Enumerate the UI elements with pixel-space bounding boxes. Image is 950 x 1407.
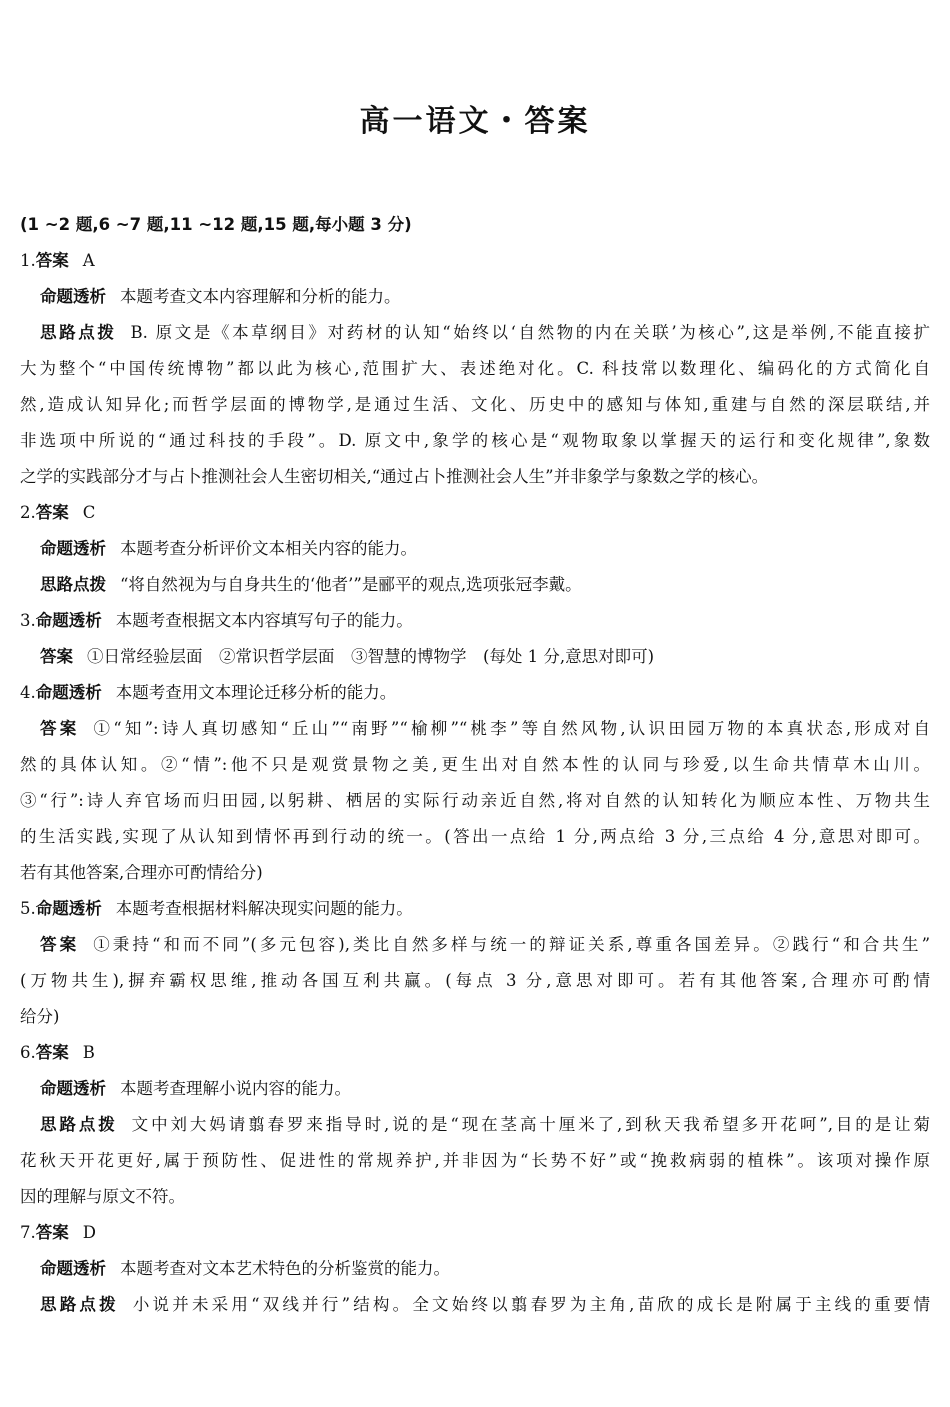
q1-analysis-label: 命题透析 xyxy=(40,287,106,306)
q5-analysis-line xyxy=(20,891,930,927)
q1-analysis-text: 本题考查文本内容理解和分析的能力。 xyxy=(120,287,401,306)
q1-number: 1. xyxy=(20,251,36,270)
q2-answer-value: C xyxy=(82,503,96,522)
q1-hint-text-1: B. 原文是《本草纲目》对药材的认知“始终以‘自然物的内在关联’为核心”,这是举例,不能直接扩 xyxy=(130,323,931,342)
q3-answer-text: ①日常经验层面 ②常识哲学层面 ③智慧的博物学 (每处 1 分,意思对即可) xyxy=(87,647,655,666)
q2-analysis-label: 命题透析 xyxy=(40,539,106,558)
q5-analysis-label: 命题透析 xyxy=(35,899,102,918)
q3-analysis-label: 命题透析 xyxy=(35,611,102,630)
q4-analysis-label: 命题透析 xyxy=(35,683,102,702)
q2-hint-line xyxy=(20,567,930,603)
q5-number: 5. xyxy=(20,899,36,918)
q7-analysis-text: 本题考查对文本艺术特色的分析鉴赏的能力。 xyxy=(120,1259,450,1278)
q1-hint-line-1 xyxy=(20,315,930,351)
q1-hint-line-5: 之学的实践部分才与占卜推测社会人生密切相关,“通过占卜推测社会人生”并非象学与象数之学的核心。 xyxy=(20,467,769,486)
q7-hint-text: 小说并未采用“双线并行”结构。全文始终以翦春罗为主角,苗欣的成长是附属于主线的重要情 xyxy=(132,1295,931,1314)
q7-analysis-line xyxy=(20,1251,930,1287)
q4-analysis-line xyxy=(20,675,930,711)
q6-hint-line-1 xyxy=(20,1107,930,1143)
q1-hint-label: 思路点拨 xyxy=(40,323,117,342)
q6-hint-label: 思路点拨 xyxy=(40,1115,118,1134)
q4-answer-text-1: ①“知”:诗人真切感知“丘山”“南野”“榆柳”“桃李”等自然风物,认识田园万物的本真状态,形成对自 xyxy=(93,719,931,738)
q2-analysis-text: 本题考查分析评价文本相关内容的能力。 xyxy=(120,539,417,558)
q2-hint-label: 思路点拨 xyxy=(40,575,106,594)
q6-analysis-label: 命题透析 xyxy=(40,1079,106,1098)
q4-analysis-text: 本题考查用文本理论迁移分析的能力。 xyxy=(115,683,397,702)
page-bottom-cutoff xyxy=(0,1335,950,1407)
q4-answer-label: 答案 xyxy=(40,719,80,738)
answer-content xyxy=(20,207,930,1323)
q5-answer-label: 答案 xyxy=(40,935,80,954)
q2-hint-text: “将自然视为与自身共生的‘他者’”是郦平的观点,选项张冠李戴。 xyxy=(120,575,582,594)
q7-answer-line xyxy=(20,1215,930,1251)
q1-answer-label: 答案 xyxy=(35,251,69,270)
q2-analysis-line xyxy=(20,531,930,567)
q6-hint-line-2: 花秋天开花更好,属于预防性、促进性的常规养护,并非因为“长势不好”或“挽救病弱的植株”。该项对操作原 xyxy=(20,1151,930,1170)
q1-answer-line xyxy=(20,243,930,279)
q3-number: 3. xyxy=(20,611,36,630)
q6-hint-line-3: 因的理解与原文不符。 xyxy=(20,1187,185,1206)
q2-number: 2. xyxy=(20,503,36,522)
q6-analysis-line xyxy=(20,1071,930,1107)
q4-answer-line-5: 若有其他答案,合理亦可酌情给分) xyxy=(20,863,263,882)
q7-answer-label: 答案 xyxy=(35,1223,69,1242)
q1-analysis-line xyxy=(20,279,930,315)
q1-answer-value: A xyxy=(82,251,95,270)
q4-answer-line-1 xyxy=(20,711,930,747)
q6-hint-text-1: 文中刘大妈请翦春罗来指导时,说的是“现在茎高十厘米了,到秋天我希望多开花呵”,目的是让菊 xyxy=(131,1115,931,1134)
q3-answer-line xyxy=(20,639,930,675)
q7-hint-label: 思路点拨 xyxy=(40,1295,119,1314)
q5-answer-line-1 xyxy=(20,927,930,963)
q3-analysis-text: 本题考查根据文本内容填写句子的能力。 xyxy=(115,611,413,630)
q4-answer-line-3: ③“行”:诗人弃官场而归田园,以躬耕、栖居的实际行动亲近自然,将对自然的认知转化为顺应本性、万物共生 xyxy=(20,791,930,810)
q4-answer-line-2: 然的具体认知。②“情”:他不只是观赏景物之美,更生出对自然本性的认同与珍爱,以生命共情草木山川。 xyxy=(20,755,930,774)
q4-answer-line-4: 的生活实践,实现了从认知到情怀再到行动的统一。(答出一点给 1 分,两点给 3 分,三点给 4 分,意思对即可。 xyxy=(20,827,930,846)
scoring-note: (1 ~2 题,6 ~7 题,11 ~12 题,15 题,每小题 3 分) xyxy=(20,215,412,234)
q5-answer-line-2: (万物共生),摒弃霸权思维,推动各国互利共赢。(每点 3 分,意思对即可。若有其他答案,合理亦可酌情 xyxy=(20,971,930,990)
q2-answer-line xyxy=(20,495,930,531)
page-title: 高一语文・答案 xyxy=(359,104,591,139)
q6-answer-value: B xyxy=(82,1043,95,1062)
q7-analysis-label: 命题透析 xyxy=(40,1259,106,1278)
q1-hint-line-2: 大为整个“中国传统博物”都以此为核心,范围扩大、表述绝对化。C. 科技常以数理化、编码化的方式简化自 xyxy=(20,359,930,378)
q2-answer-label: 答案 xyxy=(35,503,69,522)
q1-hint-line-3: 然,造成认知异化;而哲学层面的博物学,是通过生活、文化、历史中的感知与体知,重建与自然的深层联结,并 xyxy=(20,395,930,414)
q7-hint-line xyxy=(20,1287,930,1323)
q6-number: 6. xyxy=(20,1043,36,1062)
q3-answer-label: 答案 xyxy=(40,647,73,666)
q6-answer-label: 答案 xyxy=(35,1043,69,1062)
q7-answer-value: D xyxy=(82,1223,96,1242)
q5-answer-line-3: 给分) xyxy=(20,1007,60,1026)
q3-analysis-line xyxy=(20,603,930,639)
q7-number: 7. xyxy=(20,1223,36,1242)
q1-hint-line-4: 非选项中所说的“通过科技的手段”。D. 原文中,象学的核心是“观物取象以掌握天的运行和变化规律”,象数 xyxy=(20,431,930,450)
q5-analysis-text: 本题考查根据材料解决现实问题的能力。 xyxy=(115,899,413,918)
q6-answer-line xyxy=(20,1035,930,1071)
q5-answer-text-1: ①秉持“和而不同”(多元包容),类比自然多样与统一的辩证关系,尊重各国差异。②践行“和合共生” xyxy=(93,935,931,954)
q6-analysis-text: 本题考查理解小说内容的能力。 xyxy=(120,1079,351,1098)
q4-number: 4. xyxy=(20,683,36,702)
